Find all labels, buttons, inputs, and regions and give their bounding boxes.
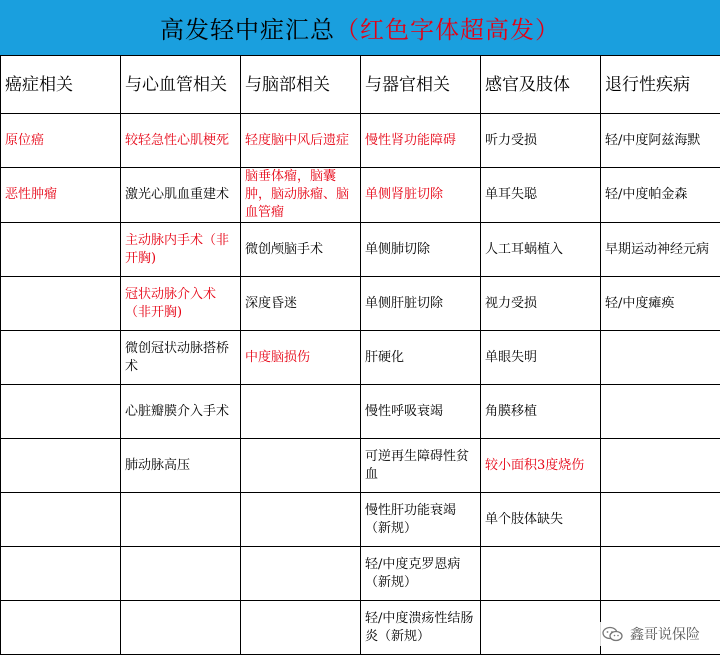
table-cell (601, 547, 720, 601)
table-cell (1, 385, 121, 439)
page-title: 高发轻中症汇总 (160, 16, 335, 44)
table-cell: 单个肢体缺失 (481, 493, 601, 547)
table-cell: 单侧肺切除 (361, 223, 481, 277)
table-cell (241, 439, 361, 493)
table-cell (241, 601, 361, 655)
watermark-text: 鑫哥说保险 (630, 627, 700, 643)
column-header: 退行性疾病 (601, 56, 720, 114)
table-cell: 微创颅脑手术 (241, 223, 361, 277)
table-cell (1, 601, 121, 655)
table-cell: 轻/中度阿兹海默 (601, 114, 720, 168)
table-cell (481, 547, 601, 601)
table-cell: 单耳失聪 (481, 168, 601, 223)
table-cell: 轻/中度溃疡性结肠炎（新规） (361, 601, 481, 655)
table-cell: 人工耳蜗植入 (481, 223, 601, 277)
watermark (598, 622, 704, 646)
table-cell (241, 385, 361, 439)
table-row (1, 493, 720, 547)
table-cell (241, 547, 361, 601)
table-cell: 较小面积3度烧伤 (481, 439, 601, 493)
table-row (1, 331, 720, 385)
table-cell: 单侧肝脏切除 (361, 277, 481, 331)
table-row (1, 547, 720, 601)
table-row (1, 439, 720, 493)
table-cell: 角膜移植 (481, 385, 601, 439)
table-cell (1, 277, 121, 331)
table-cell: 轻/中度克罗恩病（新规） (361, 547, 481, 601)
title-bar (0, 0, 720, 56)
column-header: 与脑部相关 (241, 56, 361, 114)
table-cell (1, 547, 121, 601)
table-cell: 慢性呼吸衰竭 (361, 385, 481, 439)
table-cell (121, 601, 241, 655)
table-cell: 恶性肿瘤 (1, 168, 121, 223)
table-cell: 主动脉内手术（非开胸) (121, 223, 241, 277)
table-row (1, 114, 720, 168)
column-header: 与器官相关 (361, 56, 481, 114)
table-cell: 单侧肾脏切除 (361, 168, 481, 223)
table-row (1, 223, 720, 277)
column-header: 感官及肢体 (481, 56, 601, 114)
table-cell: 较轻急性心肌梗死 (121, 114, 241, 168)
table-cell (481, 601, 601, 655)
title-note: （红色字体超高发） (335, 16, 560, 44)
table-cell: 微创冠状动脉搭桥术 (121, 331, 241, 385)
table-cell (601, 439, 720, 493)
table-cell (1, 493, 121, 547)
table-cell: 轻/中度瘫痪 (601, 277, 720, 331)
column-header: 癌症相关 (1, 56, 121, 114)
table-cell: 心脏瓣膜介入手术 (121, 385, 241, 439)
table-row (1, 168, 720, 223)
table-cell: 听力受损 (481, 114, 601, 168)
table-cell (241, 493, 361, 547)
table-row (1, 385, 720, 439)
table-cell (121, 547, 241, 601)
column-header: 与心血管相关 (121, 56, 241, 114)
table-cell: 脑垂体瘤，脑囊肿，脑动脉瘤、脑血管瘤 (241, 168, 361, 223)
table-cell: 中度脑损伤 (241, 331, 361, 385)
table-cell: 轻度脑中风后遗症 (241, 114, 361, 168)
table-cell: 轻/中度帕金森 (601, 168, 720, 223)
table-cell: 肺动脉高压 (121, 439, 241, 493)
table-cell: 冠状动脉介入术（非开胸) (121, 277, 241, 331)
table-cell (1, 331, 121, 385)
header-row (1, 56, 720, 114)
table-cell: 可逆再生障碍性贫血 (361, 439, 481, 493)
table-cell: 激光心肌血重建术 (121, 168, 241, 223)
table-cell (601, 493, 720, 547)
table-cell: 单眼失明 (481, 331, 601, 385)
table-cell (601, 331, 720, 385)
table-cell (1, 439, 121, 493)
table-row (1, 277, 720, 331)
table-cell: 慢性肾功能障碍 (361, 114, 481, 168)
disease-table (0, 55, 720, 655)
table-body (1, 114, 720, 655)
wechat-icon (602, 626, 624, 642)
table-cell (1, 223, 121, 277)
table-cell: 慢性肝功能衰竭（新规） (361, 493, 481, 547)
table-cell: 深度昏迷 (241, 277, 361, 331)
table-cell (601, 385, 720, 439)
table-cell: 视力受损 (481, 277, 601, 331)
table-cell (121, 493, 241, 547)
table-cell: 肝硬化 (361, 331, 481, 385)
table-cell: 早期运动神经元病 (601, 223, 720, 277)
table-cell: 原位癌 (1, 114, 121, 168)
